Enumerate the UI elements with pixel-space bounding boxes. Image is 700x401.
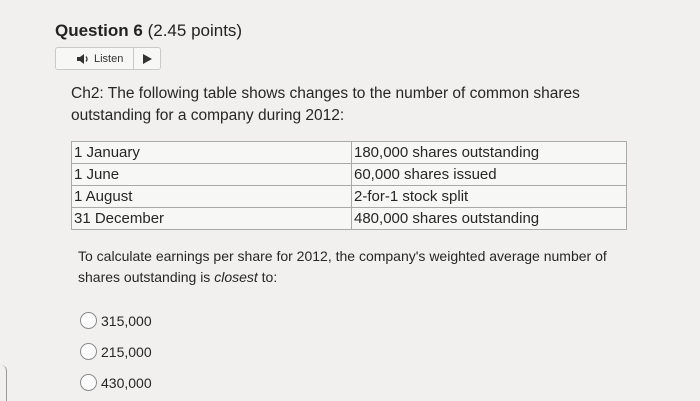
question-title (55, 21, 242, 41)
table-cell-date: 31 December (72, 208, 352, 230)
shares-table (71, 141, 627, 230)
table-cell-date: 1 August (72, 186, 352, 208)
answer-option[interactable] (80, 305, 152, 336)
table-cell-event: 180,000 shares outstanding (352, 142, 627, 164)
table-cell-date: 1 June (72, 164, 352, 186)
question-text (78, 246, 638, 288)
speaker-icon (76, 53, 90, 65)
answer-option-label: 315,000 (101, 312, 152, 329)
page-edge (0, 365, 7, 401)
question-label: Question 6 (55, 21, 143, 40)
radio-button[interactable] (80, 343, 97, 360)
table-row (72, 164, 627, 186)
table-row (72, 186, 627, 208)
table-cell-date: 1 January (72, 142, 352, 164)
play-icon (143, 54, 152, 64)
answer-option[interactable] (80, 336, 152, 367)
answer-option[interactable] (80, 367, 152, 398)
listen-label: Listen (94, 52, 124, 65)
play-button[interactable] (134, 48, 160, 69)
table-row (72, 142, 627, 164)
answer-option-label: 215,000 (101, 343, 152, 360)
table-cell-event: 60,000 shares issued (352, 164, 627, 186)
question-prompt: Ch2: The following table shows changes to the number of common shares outstanding for a company during 2012: (71, 85, 580, 124)
table-cell-event: 480,000 shares outstanding (352, 208, 627, 230)
table-row (72, 208, 627, 230)
question-text-end: to: (257, 269, 278, 285)
question-text-start: To calculate earnings per share for 2012, the company's weighted average number of shares outstanding is (78, 248, 607, 285)
answer-option-label: 430,000 (101, 374, 152, 391)
answer-options (80, 305, 152, 398)
listen-bar (55, 47, 161, 70)
listen-button[interactable] (56, 48, 134, 69)
radio-button[interactable] (80, 374, 97, 391)
table-cell-event: 2-for-1 stock split (352, 186, 627, 208)
radio-button[interactable] (80, 312, 97, 329)
question-points: (2.45 points) (147, 21, 243, 40)
question-emphasis: closest (214, 269, 258, 285)
